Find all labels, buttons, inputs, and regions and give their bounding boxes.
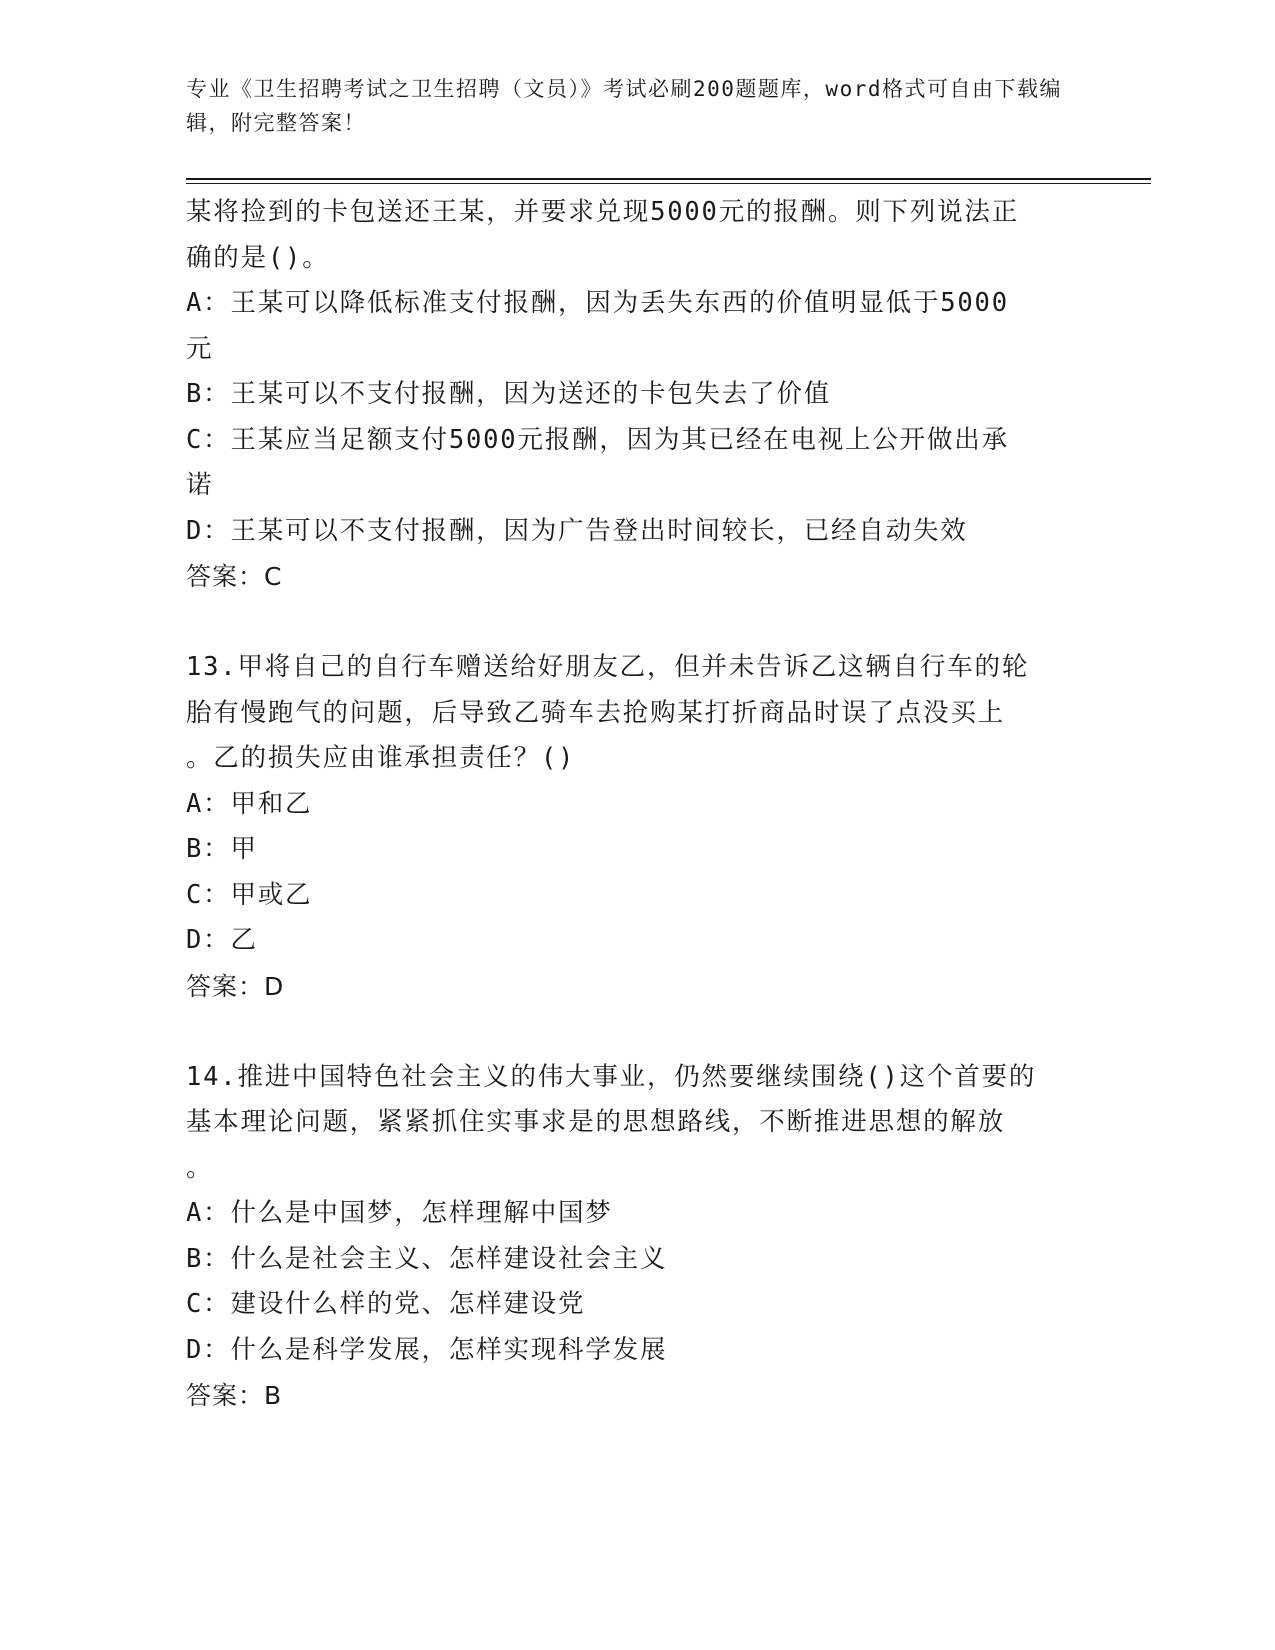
- option-b: B：王某可以不支付报酬，因为送还的卡包失去了价值: [186, 379, 832, 409]
- question-stem-line: 某将捡到的卡包送还王某，并要求兑现5000元的报酬。则下列说法正: [186, 197, 1020, 227]
- question-stem-line: 。: [186, 1152, 214, 1183]
- option-c: C：王某应当足额支付5000元报酬，因为其已经在电视上公开做出承: [186, 424, 1009, 455]
- option-d: D：王某可以不支付报酬，因为广告登出时间较长，已经自动失效: [186, 515, 968, 546]
- answer: 答案：B: [186, 1381, 283, 1410]
- question-stem-line: 胎有慢跑气的问题，后导致乙骑车去抢购某打折商品时误了点没买上: [186, 697, 1006, 728]
- header-rule-thin: [186, 183, 1151, 184]
- option-a-continued: 元: [186, 333, 214, 364]
- option-b: B：甲: [186, 834, 258, 864]
- spacer: [186, 1009, 1066, 1055]
- question-stem-line: 13.甲将自己的自行车赠送给好朋友乙，但并未告诉乙这辆自行车的轮: [186, 652, 1030, 682]
- option-c: C：建设什么样的党、怎样建设党: [186, 1289, 586, 1319]
- spacer: [186, 600, 1066, 646]
- question-14: [186, 1055, 1066, 1419]
- question-stem-line: 确的是()。: [186, 242, 330, 273]
- question-13: [186, 645, 1066, 1009]
- option-c-continued: 诺: [186, 470, 214, 500]
- question-stem-line: 基本理论问题，紧紧抓住实事求是的思想路线，不断推进思想的解放: [186, 1107, 1006, 1137]
- question-stem-line: 14.推进中国特色社会主义的伟大事业，仍然要继续围绕()这个首要的: [186, 1061, 1037, 1092]
- header-rule-thick: [186, 178, 1151, 180]
- option-d: D：什么是科学发展，怎样实现科学发展: [186, 1334, 668, 1365]
- document-header: 专业《卫生招聘考试之卫生招聘（文员）》考试必刷200题题库，word格式可自由下载编辑，附完整答案！: [186, 77, 1062, 135]
- answer: 答案：D: [186, 971, 285, 1001]
- option-a: A：甲和乙: [186, 788, 313, 819]
- option-c: C：甲或乙: [186, 879, 313, 910]
- option-d: D：乙: [186, 925, 258, 955]
- question-stem-line: 。乙的损失应由谁承担责任？(): [186, 743, 576, 773]
- option-a: A：王某可以降低标准支付报酬，因为丢失东西的价值明显低于5000: [186, 288, 1009, 318]
- option-b: B：什么是社会主义、怎样建设社会主义: [186, 1243, 668, 1274]
- document-body: [186, 190, 1066, 1419]
- answer: 答案：C: [186, 562, 283, 591]
- question-12: [186, 190, 1066, 600]
- option-a: A：什么是中国梦，怎样理解中国梦: [186, 1198, 613, 1228]
